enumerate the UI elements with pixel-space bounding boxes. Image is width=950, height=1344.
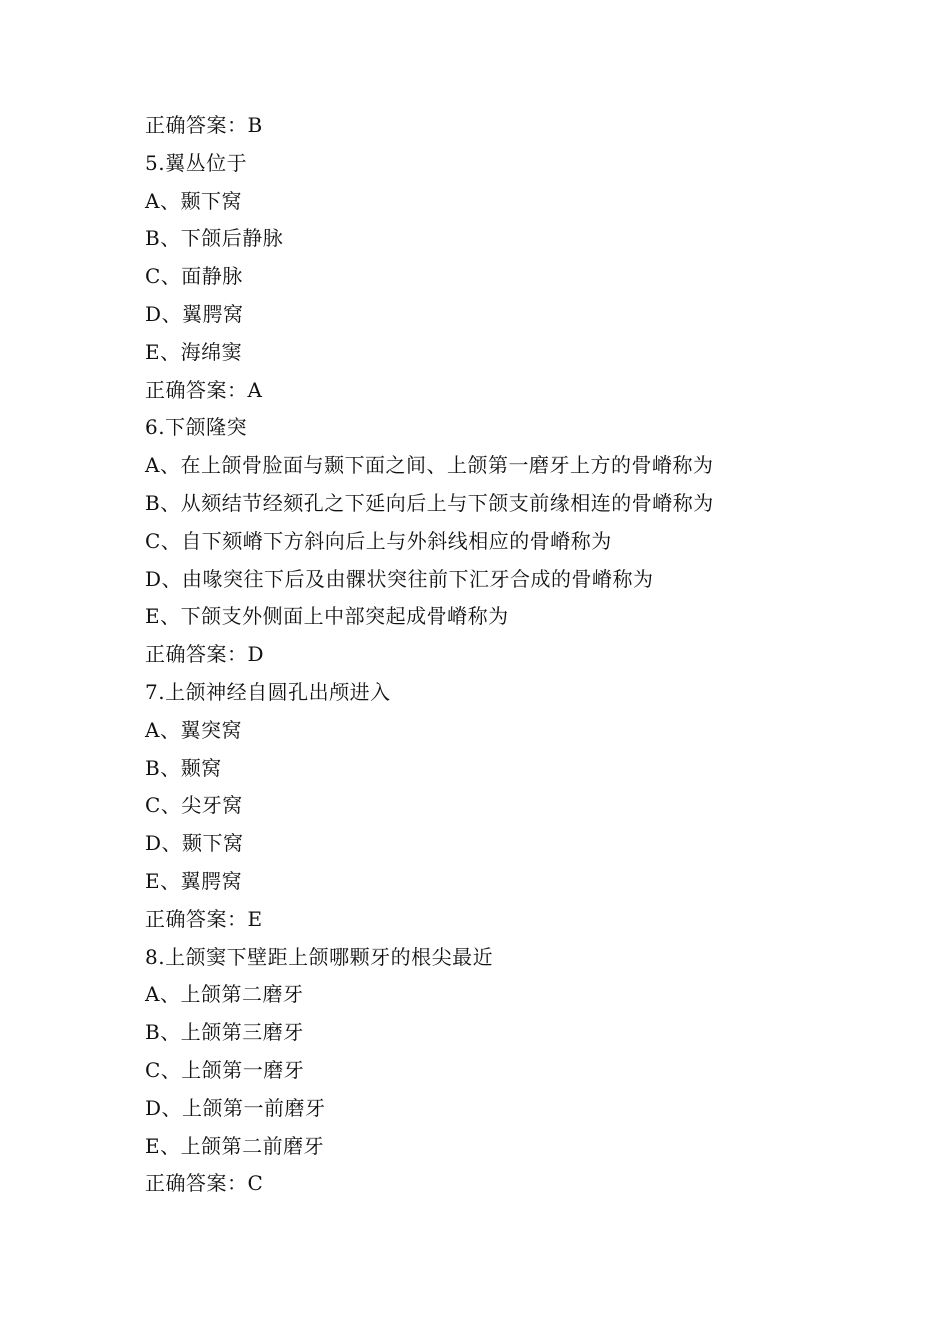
- option-d: D、颞下窝: [145, 831, 244, 856]
- option-c: C、上颌第一磨牙: [145, 1057, 305, 1082]
- option-b: B、上颌第三磨牙: [145, 1020, 304, 1045]
- option-e: E、下颌支外侧面上中部突起成骨嵴称为: [145, 604, 509, 629]
- previous-answer: 正确答案：B: [145, 113, 263, 137]
- option-a: A、颞下窝: [145, 188, 242, 213]
- question-stem: 7.上颌神经自圆孔出颅进入: [145, 679, 391, 704]
- option-d: D、翼腭窝: [145, 301, 244, 326]
- option-e: E、上颌第二前磨牙: [145, 1133, 325, 1158]
- option-c: C、自下颏嵴下方斜向后上与外斜线相应的骨嵴称为: [145, 528, 612, 553]
- option-a: A、翼突窝: [145, 717, 242, 742]
- question-stem: 8.上颌窦下壁距上颌哪颗牙的根尖最近: [145, 944, 494, 969]
- correct-answer: 正确答案：A: [145, 377, 263, 402]
- correct-answer: 正确答案：E: [145, 906, 263, 931]
- correct-answer: 正确答案：C: [145, 1171, 264, 1196]
- question-stem: 5.翼丛位于: [145, 150, 248, 175]
- correct-answer: 正确答案：D: [145, 642, 265, 667]
- option-c: C、尖牙窝: [145, 793, 243, 818]
- option-c: C、面静脉: [145, 264, 243, 289]
- option-a: A、上颌第二磨牙: [145, 982, 304, 1007]
- question-block: [145, 409, 905, 674]
- option-b: B、下颌后静脉: [145, 226, 284, 251]
- option-e: E、翼腭窝: [145, 868, 243, 893]
- question-block: [145, 674, 905, 939]
- document-content: [145, 107, 905, 1203]
- option-b: B、从颏结节经颏孔之下延向后上与下颌支前缘相连的骨嵴称为: [145, 490, 714, 515]
- question-block: [145, 145, 905, 410]
- option-b: B、颞窝: [145, 755, 222, 780]
- question-block: [145, 939, 905, 1204]
- option-e: E、海绵窦: [145, 339, 243, 364]
- option-a: A、在上颌骨脸面与颞下面之间、上颌第一磨牙上方的骨嵴称为: [145, 453, 714, 478]
- option-d: D、上颌第一前磨牙: [145, 1095, 326, 1120]
- question-stem: 6.下颌隆突: [145, 415, 248, 440]
- option-d: D、由喙突往下后及由髁状突往前下汇牙合成的骨嵴称为: [145, 566, 654, 591]
